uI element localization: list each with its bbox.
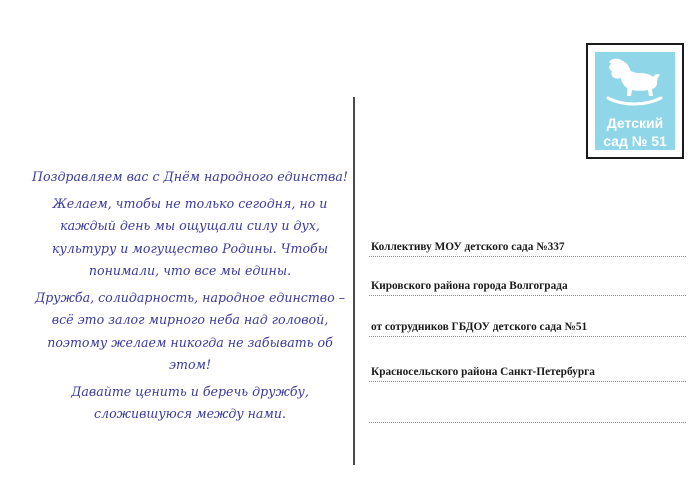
greeting-paragraph-3: Дружба, солидарность, народное единство – всё это залог мирного неба над головой, поэтому желаем никогда не забывать об этом! (35, 289, 345, 372)
address-line-3-text: от сотрудников ГБДОУ детского сада №51 (371, 321, 588, 333)
stamp-caption-line-2: сад № 51 (603, 133, 667, 149)
stamp-caption (595, 114, 675, 150)
greeting-paragraph-4: Давайте ценить и беречь дружбу, сложившуюся между нами. (71, 383, 309, 421)
address-line-3 (369, 320, 686, 337)
greeting-paragraph-2: Желаем, чтобы не только сегодня, но и каждый день мы ощущали силу и дух, культуру и могущество Родины. Чтобы понимали, что все мы едины. (51, 195, 328, 278)
address-line-5 (369, 406, 686, 423)
address-line-4-text: Красносельского района Санкт-Петербурга (371, 366, 595, 378)
address-line-4 (369, 365, 686, 382)
address-line-1 (369, 240, 686, 257)
address-line-1-text: Коллективу МОУ детского сада №337 (371, 241, 565, 253)
stamp-background (595, 52, 675, 150)
greeting-message (30, 166, 350, 430)
stamp-caption-line-1: Детский (606, 115, 664, 131)
address-line-2 (369, 279, 686, 296)
postcard-divider-line (353, 97, 355, 465)
greeting-paragraph-1: Поздравляем вас с Днём народного единства! (32, 169, 348, 184)
rocking-horse-icon (605, 58, 663, 110)
postage-stamp (586, 43, 684, 159)
address-line-2-text: Кировского района города Волгограда (371, 280, 568, 292)
